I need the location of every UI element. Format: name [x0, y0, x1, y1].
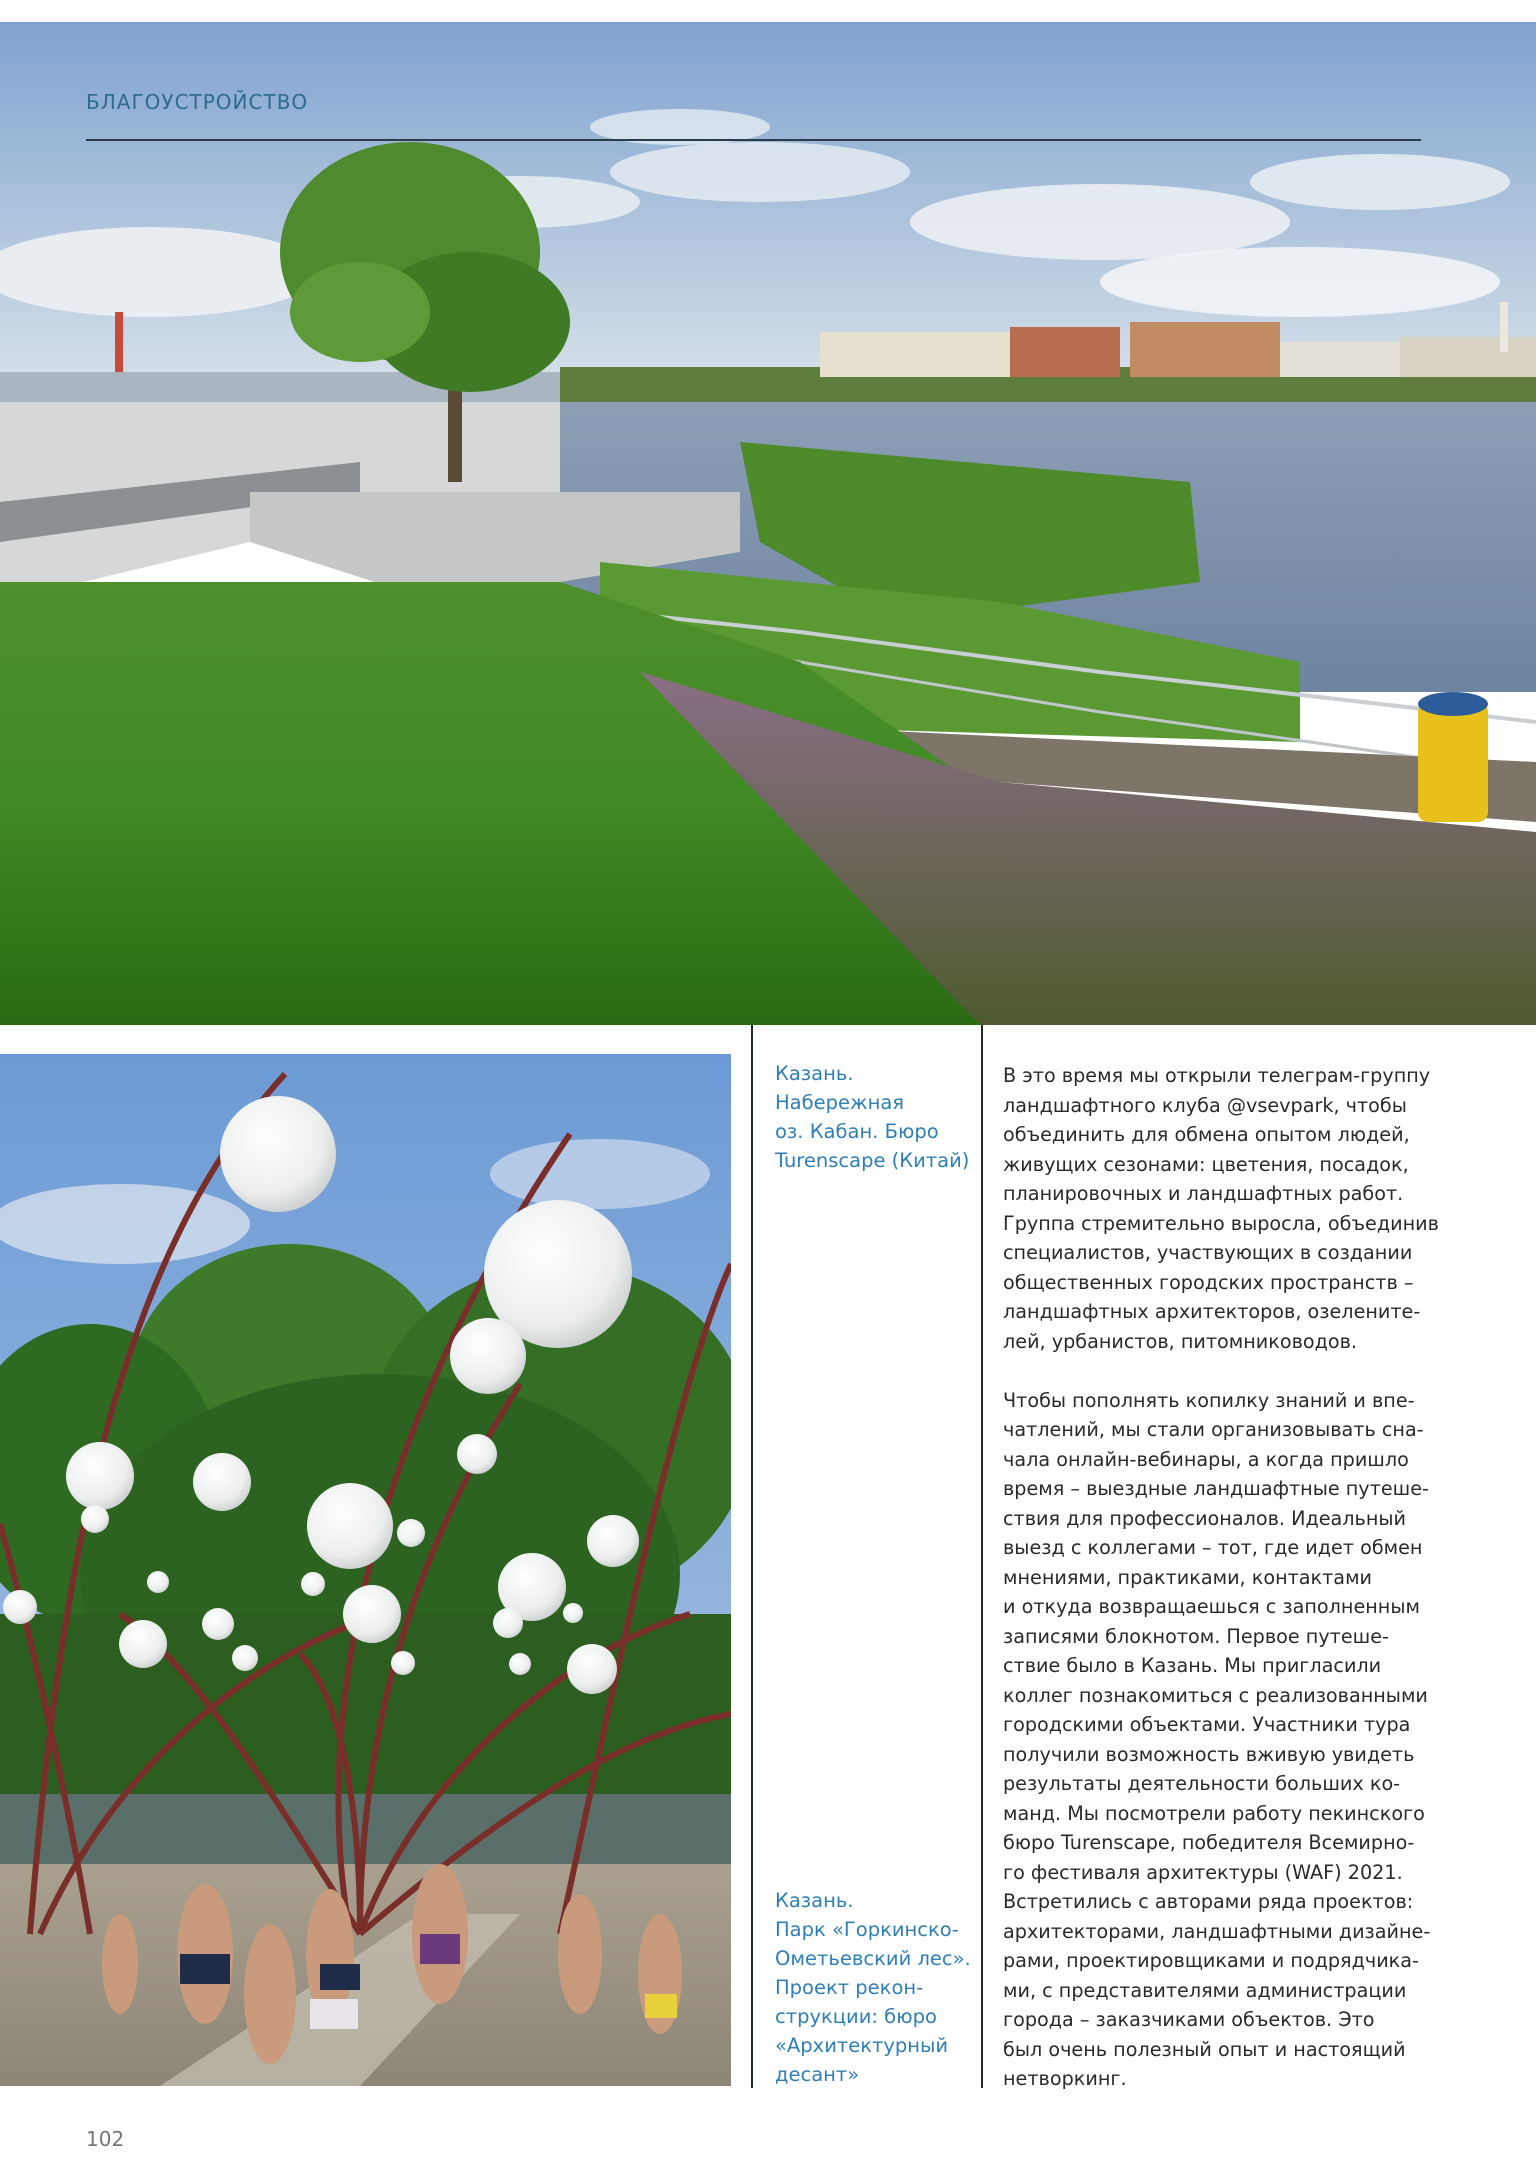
text-line: планировочных и ландшафтных работ.: [1003, 1182, 1404, 1205]
caption-line: струкции: бюро: [775, 2005, 937, 2028]
caption-line: Набережная: [775, 1091, 905, 1114]
caption-line: оз. Кабан. Бюро: [775, 1120, 939, 1143]
text-line: специалистов, участвующих в создании: [1003, 1241, 1413, 1264]
text-line: города – заказчиками объектов. Это: [1003, 2008, 1375, 2031]
text-line: чатлений, мы стали организовывать сна-: [1003, 1418, 1424, 1441]
text-line: и откуда возвращаешься с заполненным: [1003, 1595, 1420, 1618]
caption-line: Ометьевский лес».: [775, 1947, 971, 1970]
caption-line: Казань.: [775, 1889, 854, 1912]
text-line: Встретились с авторами ряда проектов:: [1003, 1890, 1414, 1913]
text-line: В это время мы открыли телеграм-группу: [1003, 1064, 1431, 1087]
text-line: общественных городских пространств –: [1003, 1270, 1414, 1294]
text-line: манд. Мы посмотрели работу пекинского: [1003, 1801, 1425, 1825]
caption-embankment: [775, 1059, 975, 1175]
text-line: был очень полезный опыт и настоящий: [1003, 2037, 1406, 2061]
text-line: ми, с представителями администрации: [1003, 1978, 1407, 2002]
caption-line: Парк «Горкинско-: [775, 1918, 959, 1941]
column-divider-left: [751, 1025, 753, 2088]
text-line: получили возможность вживую увидеть: [1003, 1742, 1415, 1766]
text-line: лей, урбанистов, питомниководов.: [1003, 1329, 1358, 1353]
text-line: ствия для профессионалов. Идеальный: [1003, 1506, 1407, 1530]
paragraph-1: [1003, 1061, 1443, 1356]
caption-park: [775, 1886, 975, 2089]
text-line: ствие было в Казань. Мы пригласили: [1003, 1654, 1382, 1677]
text-line: рами, проектировщиками и подрядчика-: [1003, 1949, 1419, 1972]
embankment-photo: [0, 22, 1536, 1025]
text-line: Чтобы пополнять копилку знаний и впе-: [1003, 1388, 1415, 1412]
text-line: городскими объектами. Участники тура: [1003, 1713, 1411, 1736]
paragraph-2: [1003, 1386, 1443, 2094]
column-divider-right: [981, 1025, 983, 2088]
caption-line: десант»: [775, 2063, 860, 2086]
text-line: живущих сезонами: цветения, посадок,: [1003, 1152, 1409, 1176]
text-line: результаты деятельности больших ко-: [1003, 1772, 1401, 1795]
caption-line: «Архитектурный: [775, 2034, 949, 2057]
text-line: Группа стремительно выросла, объединив: [1003, 1211, 1439, 1235]
text-line: коллег познакомиться с реализованными: [1003, 1683, 1428, 1707]
article-body: [1003, 1061, 1443, 2094]
park-fountain-photo: [0, 1054, 731, 2086]
page-number: 102: [86, 2127, 125, 2151]
text-line: время – выездные ландшафтные путеше-: [1003, 1477, 1429, 1500]
text-line: ландшафтных архитекторов, озелените-: [1003, 1300, 1421, 1323]
caption-line: Казань.: [775, 1062, 854, 1085]
section-label: БЛАГОУСТРОЙСТВО: [86, 90, 309, 114]
text-line: архитекторами, ландшафтными дизайне-: [1003, 1919, 1431, 1943]
text-line: выезд с коллегами – тот, где идет обмен: [1003, 1536, 1423, 1559]
caption-line: Turenscape (Китай): [775, 1149, 970, 1172]
paragraph-gap: [1003, 1356, 1443, 1386]
text-line: записями блокнотом. Первое путеше-: [1003, 1624, 1389, 1648]
text-line: ландшафтного клуба @vsevpark, чтобы: [1003, 1093, 1407, 1117]
text-line: бюро Turenscape, победителя Всемирно-: [1003, 1831, 1415, 1854]
text-line: чала онлайн-вебинары, а когда пришло: [1003, 1447, 1409, 1471]
text-line: нетворкинг.: [1003, 2067, 1127, 2090]
text-line: мнениями, практиками, контактами: [1003, 1565, 1373, 1589]
caption-line: Проект рекон-: [775, 1976, 924, 1999]
text-line: объединить для обмена опытом людей,: [1003, 1123, 1410, 1146]
header-divider: [86, 139, 1421, 141]
text-line: го фестиваля архитектуры (WAF) 2021.: [1003, 1860, 1403, 1884]
